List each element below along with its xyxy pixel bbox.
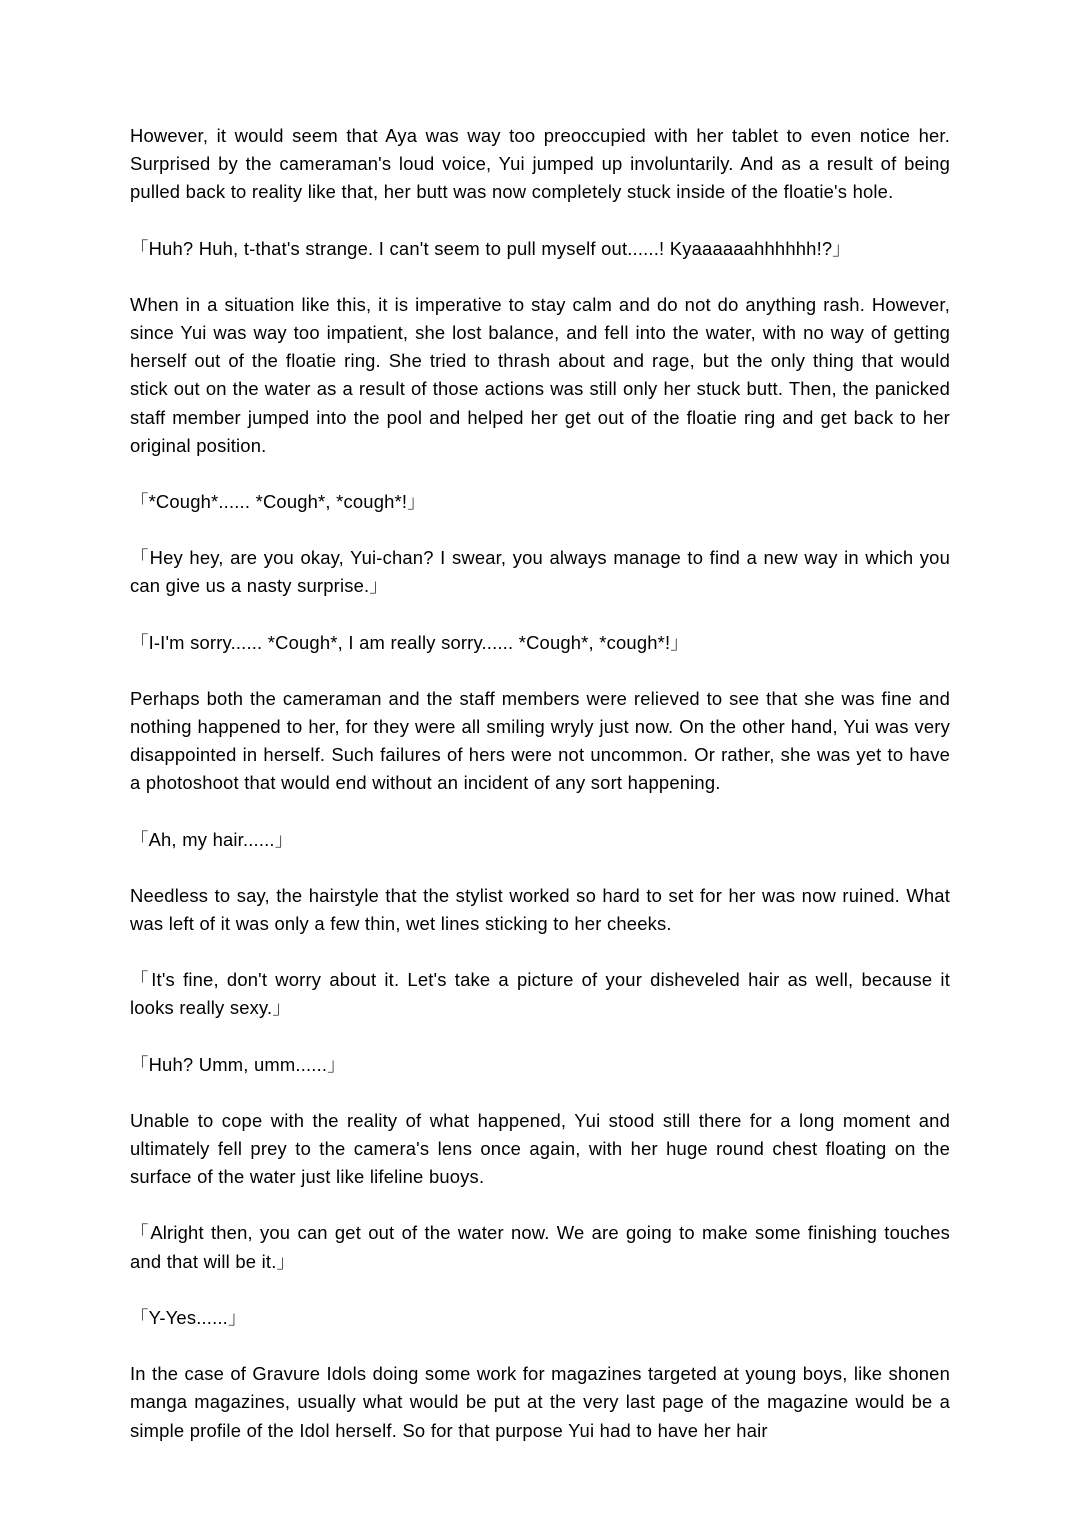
paragraph-dialogue: 「Huh? Umm, umm......」 bbox=[130, 1053, 346, 1075]
paragraph-dialogue: 「It's fine, don't worry about it. Let's take a picture of your disheveled hair as well, because it looks really sexy.」 bbox=[130, 969, 950, 1019]
paragraph-narration: In the case of Gravure Idols doing some work for magazines targeted at young boys, like shonen manga magazines, usually what would be put at the very last page of the magazine would be a simple profile of the Idol herself. So for that purpose Yui had to have her hair bbox=[130, 1363, 950, 1441]
paragraph-dialogue: 「Huh? Huh, t-that's strange. I can't seem to pull myself out......! Kyaaaaaahhhhhh!?」 bbox=[130, 237, 851, 259]
paragraph-narration: However, it would seem that Aya was way too preoccupied with her tablet to even notice her. Surprised by the cameraman's loud voice, Yui jumped up involuntarily. And as a result of being pulled back to reality like that, her butt was now completely stuck inside of the floatie's hole. bbox=[130, 125, 950, 203]
paragraph-dialogue: 「I-I'm sorry...... *Cough*, I am really sorry...... *Cough*, *cough*!」 bbox=[130, 631, 689, 653]
paragraph-dialogue: 「*Cough*...... *Cough*, *cough*!」 bbox=[130, 491, 426, 513]
paragraph-narration: Perhaps both the cameraman and the staff members were relieved to see that she was fine and nothing happened to her, for they were all smiling wryly just now. On the other hand, Yui was very disappointed in herself. Such failures of hers were not uncommon. Or rather, she was yet to have a photoshoot that would end without an incident of any sort happening. bbox=[130, 687, 950, 794]
paragraph-dialogue: 「Y-Yes......」 bbox=[130, 1306, 247, 1328]
paragraph-narration: When in a situation like this, it is imperative to stay calm and do not do anything rash. However, since Yui was way too impatient, she lost balance, and fell into the water, with no way of getting herself out of the floatie ring. She tried to thrash about and rage, but the only thing that would stick out on the water as a result of those actions was still only her stuck butt. Then, the panicked staff member jumped into the pool and helped her get out of the floatie ring and get back to her original position. bbox=[130, 293, 950, 456]
paragraph-narration: Unable to cope with the reality of what happened, Yui stood still there for a long moment and ultimately fell prey to the camera's lens once again, with her huge round chest floating on the surface of the water just like lifeline buoys. bbox=[130, 1109, 950, 1188]
body-text-column bbox=[130, 122, 950, 1445]
paragraph-dialogue: 「Ah, my hair......」 bbox=[130, 828, 294, 850]
paragraph-dialogue: 「Hey hey, are you okay, Yui-chan? I swear, you always manage to find a new way in which you can give us a nasty surprise.」 bbox=[130, 547, 950, 597]
paragraph-narration: Needless to say, the hairstyle that the stylist worked so hard to set for her was now ruined. What was left of it was only a few thin, wet lines sticking to her cheeks. bbox=[130, 884, 950, 935]
paragraph-dialogue: 「Alright then, you can get out of the water now. We are going to make some finishing touches and that will be it.」 bbox=[130, 1222, 950, 1272]
